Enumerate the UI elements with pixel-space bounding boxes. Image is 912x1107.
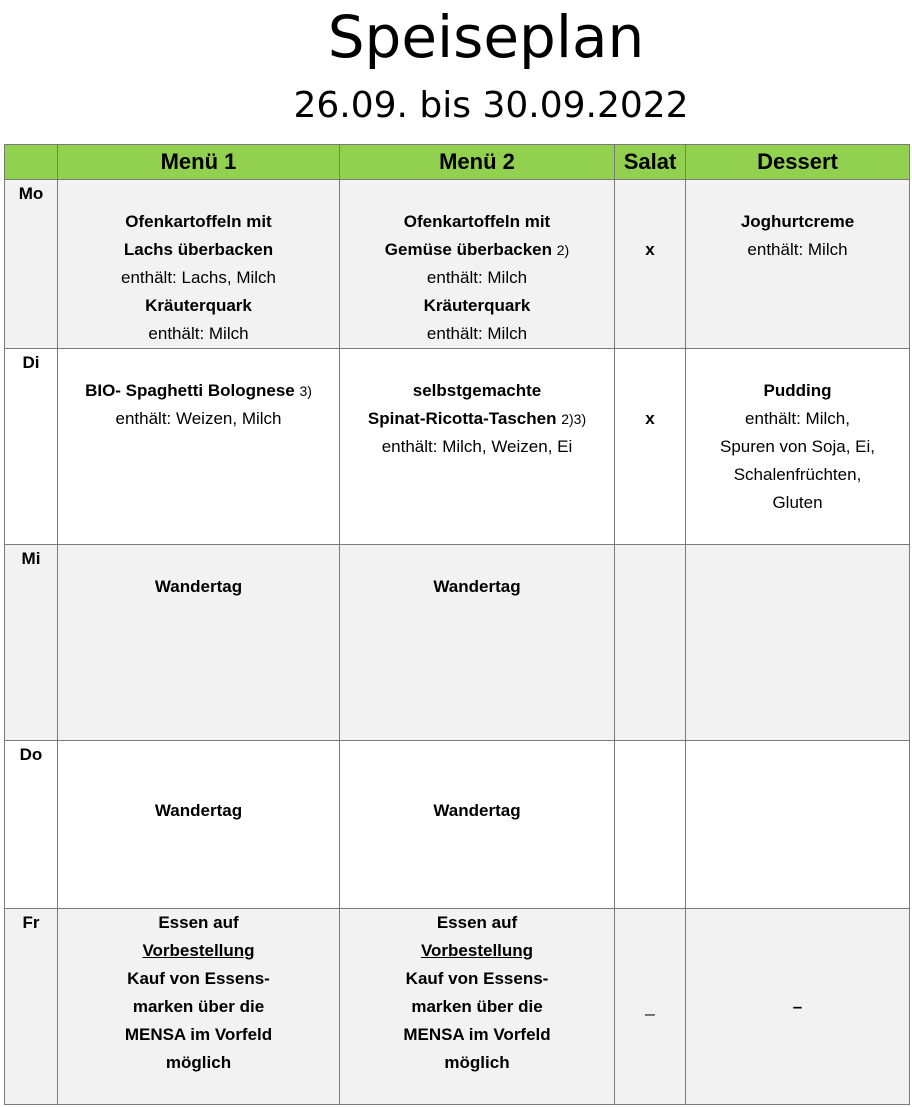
fr-menu1-line4: marken über die — [132, 997, 265, 1016]
di-menu2-note: 2)3) — [561, 411, 587, 427]
row-monday — [5, 180, 910, 349]
di-menu1-allergens: enthält: Weizen, Milch — [115, 409, 282, 428]
mo-menu2-allergens2: enthält: Milch — [426, 324, 528, 343]
di-dessert-line1: enthält: Milch, — [745, 409, 850, 428]
mo-menu1-line1: Ofenkartoffeln mit — [125, 212, 272, 231]
di-menu1-cell — [58, 349, 340, 545]
mo-menu1-line2: Lachs überbacken — [123, 240, 274, 259]
do-menu2: Wandertag — [433, 801, 521, 820]
do-salad-cell — [615, 741, 686, 909]
fr-salad-cell — [615, 909, 686, 1105]
mo-dessert-cell — [686, 180, 910, 349]
do-menu1-cell — [58, 741, 340, 909]
mo-dessert-allergens: enthält: Milch — [747, 240, 848, 259]
fr-menu2-line2: Vorbestellung — [420, 941, 534, 960]
di-dessert-line2: Spuren von Soja, Ei, — [720, 437, 875, 456]
di-dessert-line3: Schalenfrüchten, — [733, 465, 862, 484]
fr-menu2-line4: marken über die — [411, 997, 543, 1016]
mo-salad: x — [645, 240, 655, 259]
header-salad: Salat — [615, 145, 686, 180]
mi-menu2: Wandertag — [433, 577, 521, 596]
header-row — [5, 145, 910, 180]
mo-menu2-side: Kräuterquark — [423, 296, 531, 315]
di-salad: x — [645, 409, 655, 428]
mo-menu1-cell — [58, 180, 340, 349]
mo-menu2-cell — [340, 180, 615, 349]
mi-menu1-cell — [58, 545, 340, 741]
mi-menu2-cell — [340, 545, 615, 741]
day-label-mi: Mi — [5, 545, 58, 741]
di-dessert-line4: Gluten — [772, 493, 823, 512]
row-friday — [5, 909, 910, 1105]
do-menu2-cell — [340, 741, 615, 909]
fr-menu1-cell — [58, 909, 340, 1105]
date-range: 26.09. bis 30.09.2022 — [293, 85, 689, 126]
mi-menu1: Wandertag — [154, 577, 243, 596]
header-menu1: Menü 1 — [58, 145, 340, 180]
mo-menu2-allergens1: enthält: Milch — [426, 268, 528, 287]
fr-dessert-cell — [686, 909, 910, 1105]
row-wednesday — [5, 545, 910, 741]
fr-menu2-line6: möglich — [444, 1053, 510, 1072]
do-dessert-cell — [686, 741, 910, 909]
do-menu1: Wandertag — [154, 801, 243, 820]
fr-menu2-line5: MENSA im Vorfeld — [403, 1025, 551, 1044]
header-dessert: Dessert — [686, 145, 910, 180]
fr-dessert: – — [792, 996, 803, 1016]
menu-table — [4, 144, 910, 1105]
fr-menu2-cell — [340, 909, 615, 1105]
row-thursday — [5, 741, 910, 909]
fr-menu1-line2: Vorbestellung — [142, 941, 255, 960]
di-menu1-line1: BIO- Spaghetti Bolognese — [85, 381, 295, 400]
di-menu1-note: 3) — [299, 383, 312, 399]
header-menu2: Menü 2 — [340, 145, 615, 180]
di-menu2-allergens: enthält: Milch, Weizen, Ei — [381, 437, 573, 456]
di-menu2-line2: Spinat-Ricotta-Taschen — [367, 409, 557, 428]
di-menu2-cell — [340, 349, 615, 545]
mi-salad-cell — [615, 545, 686, 741]
page-title: Speiseplan — [327, 3, 645, 71]
header-day — [5, 145, 58, 180]
mo-salad-cell — [615, 180, 686, 349]
day-label-do: Do — [5, 741, 58, 909]
mo-menu2-note: 2) — [556, 242, 570, 258]
day-label-fr: Fr — [5, 909, 58, 1105]
mi-dessert-cell — [686, 545, 910, 741]
fr-menu1-line5: MENSA im Vorfeld — [124, 1025, 273, 1044]
fr-salad: _ — [645, 996, 655, 1016]
mo-dessert-name: Joghurtcreme — [740, 212, 855, 231]
di-dessert-name: Pudding — [763, 381, 832, 400]
row-tuesday — [5, 349, 910, 545]
mo-menu1-allergens1: enthält: Lachs, Milch — [121, 268, 276, 287]
fr-menu1-line6: möglich — [165, 1053, 232, 1072]
fr-menu1-line1: Essen auf — [158, 913, 239, 932]
di-salad-cell — [615, 349, 686, 545]
day-label-mo: Mo — [5, 180, 58, 349]
day-label-di: Di — [5, 349, 58, 545]
di-menu2-line1: selbstgemachte — [412, 381, 542, 400]
di-dessert-cell — [686, 349, 910, 545]
fr-menu2-line3: Kauf von Essens- — [405, 969, 549, 988]
mo-menu1-allergens2: enthält: Milch — [148, 324, 249, 343]
mo-menu2-line1: Ofenkartoffeln mit — [403, 212, 551, 231]
mo-menu2-line2: Gemüse überbacken — [384, 240, 553, 259]
fr-menu1-line3: Kauf von Essens- — [127, 969, 270, 988]
fr-menu2-line1: Essen auf — [436, 913, 518, 932]
mo-menu1-side: Kräuterquark — [145, 296, 252, 315]
